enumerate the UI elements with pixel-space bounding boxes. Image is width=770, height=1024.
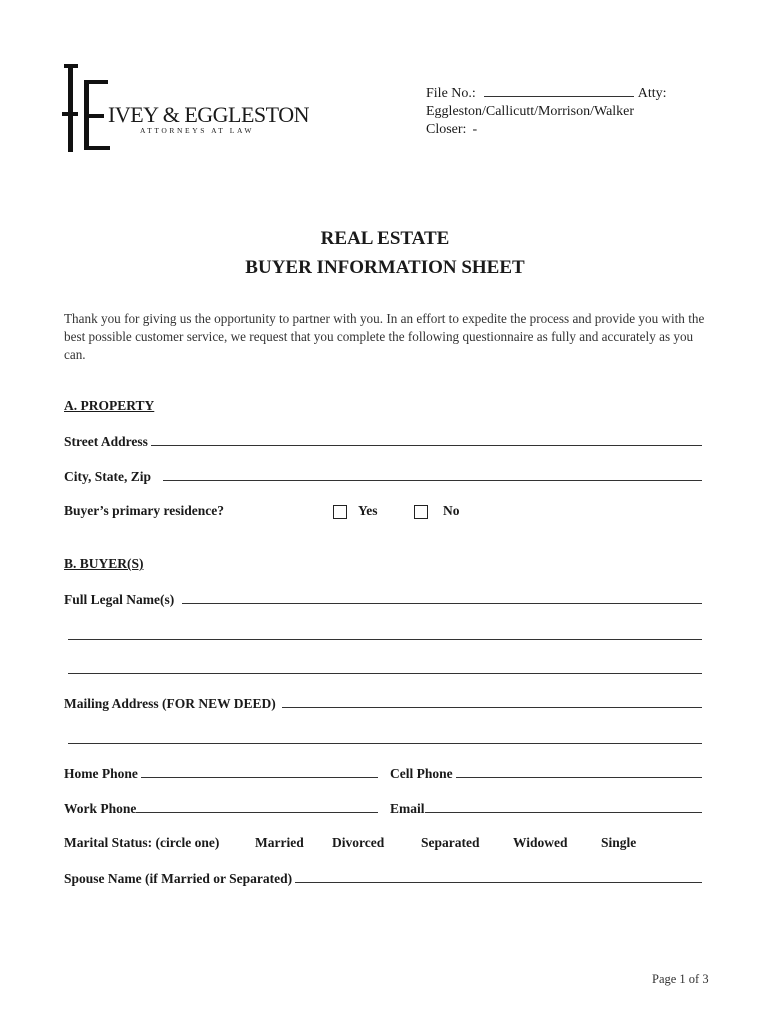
email-row — [390, 800, 702, 817]
street-address-row — [64, 433, 702, 450]
city-state-zip-field[interactable] — [163, 468, 702, 481]
street-address-label: Street Address — [64, 434, 148, 449]
spouse-name-label: Spouse Name (if Married or Separated) — [64, 871, 293, 886]
yes-label: Yes — [358, 503, 378, 518]
yes-checkbox[interactable] — [333, 505, 347, 519]
page-number: Page 1 of 3 — [652, 972, 709, 986]
work-phone-field[interactable] — [136, 800, 378, 813]
closer-value: - — [472, 122, 478, 137]
marital-option-widowed[interactable]: Widowed — [513, 835, 568, 850]
firm-name: IVEY & EGGLESTON — [108, 102, 309, 127]
spouse-name-row — [64, 870, 702, 887]
firm-tagline: ATTORNEYS AT LAW — [140, 126, 255, 135]
marital-option-married[interactable]: Married — [255, 835, 304, 850]
work-phone-row — [64, 800, 378, 817]
marital-status-label: Marital Status: (circle one) — [64, 835, 220, 850]
file-no-field[interactable] — [484, 84, 634, 97]
home-phone-label: Home Phone — [64, 766, 138, 781]
city-state-zip-row — [64, 468, 702, 485]
city-state-zip-label: City, State, Zip — [64, 469, 152, 484]
no-checkbox[interactable] — [414, 505, 428, 519]
home-phone-field[interactable] — [141, 765, 378, 778]
marital-option-divorced[interactable]: Divorced — [332, 835, 385, 850]
section-heading-buyers: B. BUYER(S) — [64, 556, 144, 571]
email-field[interactable] — [425, 800, 702, 813]
marital-option-single[interactable]: Single — [601, 835, 637, 850]
title-line-2: BUYER INFORMATION SHEET — [245, 257, 525, 278]
no-label: No — [443, 503, 460, 518]
cell-phone-row — [390, 765, 702, 782]
spouse-name-field[interactable] — [295, 870, 702, 883]
full-legal-name-line-2[interactable] — [68, 639, 702, 640]
work-phone-label: Work Phone — [64, 801, 137, 816]
mailing-address-row — [64, 695, 702, 712]
mailing-address-label: Mailing Address (FOR NEW DEED) — [64, 696, 276, 711]
closer-label: Closer: — [426, 122, 467, 137]
cell-phone-field[interactable] — [456, 765, 702, 778]
atty-label: Atty: — [637, 86, 667, 101]
section-heading-property: A. PROPERTY — [64, 398, 155, 413]
street-address-field[interactable] — [151, 433, 702, 446]
mailing-address-line-2[interactable] — [68, 743, 702, 744]
atty-names: Eggleston/Callicutt/Morrison/Walker — [426, 104, 635, 119]
mailing-address-field[interactable] — [282, 695, 702, 708]
cell-phone-label: Cell Phone — [390, 766, 453, 781]
file-no-label: File No.: — [426, 86, 476, 101]
home-phone-row — [64, 765, 378, 782]
title-line-1: REAL ESTATE — [320, 228, 450, 249]
marital-option-separated[interactable]: Separated — [421, 835, 480, 850]
file-info-block — [426, 84, 667, 139]
intro-paragraph: Thank you for giving us the opportunity to partner with you. In an effort to expedite the process and provide you with the best possible customer service, we request that you complete the following questionnaire as fully and accurately as you can. — [64, 311, 705, 362]
full-legal-name-label: Full Legal Name(s) — [64, 592, 175, 607]
email-label: Email — [390, 801, 425, 816]
primary-residence-label: Buyer’s primary residence? — [64, 503, 224, 518]
full-legal-name-field[interactable] — [182, 591, 702, 604]
full-legal-name-row — [64, 591, 702, 608]
full-legal-name-line-3[interactable] — [68, 673, 702, 674]
